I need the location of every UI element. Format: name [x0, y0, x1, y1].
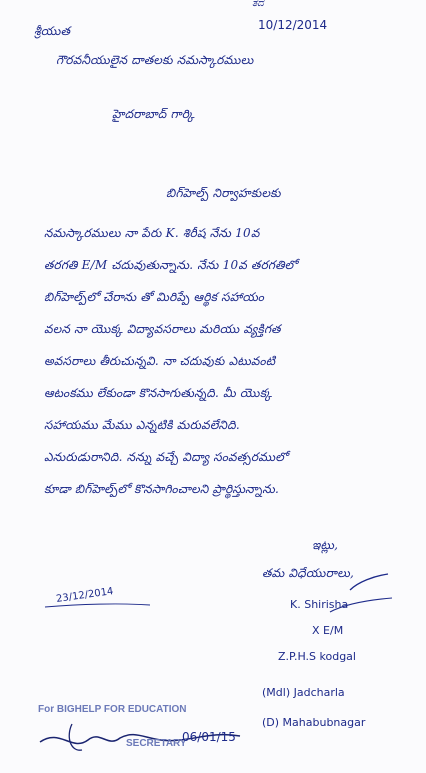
- addressee: గౌరవనీయులైన దాతలకు నమస్కారములు: [56, 53, 254, 67]
- body-line: వలన నా యొక్క విద్యావసరాలు మరియు వ్యక్తిగత: [44, 322, 281, 336]
- sender-school: Z.P.H.S kodgal: [278, 650, 356, 663]
- closing-sub: తమ విధేయురాలు,: [262, 566, 354, 580]
- body-line: తరగతి E/M చదువుతున్నాను. నేను 10వ తరగతిలో: [44, 258, 298, 272]
- letter-date: 10/12/2014: [258, 18, 328, 32]
- body-line: బిగ్‌హెల్ప్‌లో చేరాను తో మిరిప్పే ఆర్థిక సహాయం: [44, 290, 265, 304]
- sender-district: (D) Mahabubnagar: [262, 716, 366, 729]
- closing: ఇట్లు,: [312, 538, 339, 552]
- body-line: ఆటంకము లేకుండా కొనసాగుతున్నది. మీ యొక్క: [44, 386, 272, 400]
- salutation: శ్రీయుత: [34, 24, 71, 38]
- sender-mandal: (Mdl) Jadcharla: [262, 686, 345, 699]
- received-date: 23/12/2014: [55, 586, 115, 605]
- top-mark: ತದ: [252, 0, 264, 9]
- body-line: కూడా బిగ్‌హెల్ప్‌లో కొనసాగించాలని ప్రార్థిస్తున్నాను.: [44, 482, 280, 496]
- sender-class: X E/M: [312, 624, 344, 637]
- body-line: సహాయము మేము ఎన్నటికి మరువలేనిది.: [44, 418, 240, 432]
- sender-name: K. Shirisha: [290, 598, 349, 611]
- body-line: ఎనురుడురానిది. నన్ను వచ్చే విద్యా సంవత్సరములో: [44, 450, 288, 464]
- stamp-role: SECRETARY: [126, 738, 187, 749]
- body-line: నమస్కారములు నా పేరు K. శిరీష నేను 10వ: [44, 226, 260, 240]
- body-line: అవసరాలు తీరుచున్నవి. నా చదువుకు ఎటువంటి: [44, 354, 276, 368]
- stamp-date: 06/01/15: [182, 730, 236, 744]
- stamp-text: For BIGHELP FOR EDUCATION: [38, 704, 187, 715]
- subject: బిగ్‌హెల్ప్ నిర్వాహకులకు: [166, 186, 281, 200]
- place: హైదరాబాద్ గార్కి: [112, 107, 195, 121]
